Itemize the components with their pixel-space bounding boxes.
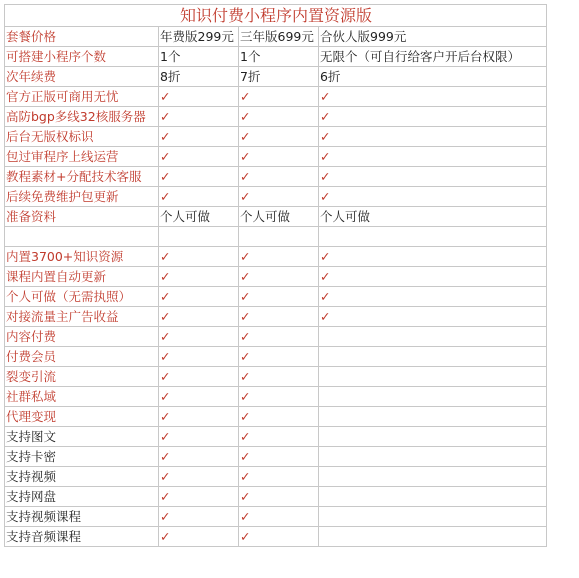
table-row <box>5 127 547 147</box>
pricing-table <box>4 4 547 547</box>
table-row <box>5 327 547 347</box>
table-row <box>5 407 547 427</box>
checkmark-icon: ✓ <box>239 87 319 107</box>
checkmark-icon: ✓ <box>159 87 239 107</box>
checkmark-icon: ✓ <box>319 127 547 147</box>
row-label: 支持图文 <box>5 427 159 447</box>
row-label: 官方正版可商用无忧 <box>5 87 159 107</box>
checkmark-icon: ✓ <box>159 187 239 207</box>
table-row <box>5 267 547 287</box>
checkmark-icon: ✓ <box>159 287 239 307</box>
table-cell: 1个 <box>159 47 239 67</box>
table-row <box>5 247 547 267</box>
row-label: 代理变现 <box>5 407 159 427</box>
table-cell <box>319 427 547 447</box>
checkmark-icon: ✓ <box>319 287 547 307</box>
table-cell <box>319 407 547 427</box>
checkmark-icon: ✓ <box>159 107 239 127</box>
checkmark-icon: ✓ <box>159 467 239 487</box>
checkmark-icon: ✓ <box>239 307 319 327</box>
checkmark-icon: ✓ <box>239 407 319 427</box>
checkmark-icon: ✓ <box>159 427 239 447</box>
checkmark-icon: ✓ <box>159 147 239 167</box>
row-label: 支持音频课程 <box>5 527 159 547</box>
row-label: 付费会员 <box>5 347 159 367</box>
row-label: 包过审程序上线运营 <box>5 147 159 167</box>
row-label: 教程素材+分配技术客服 <box>5 167 159 187</box>
table-cell: 7折 <box>239 67 319 87</box>
checkmark-icon: ✓ <box>159 267 239 287</box>
table-cell <box>319 447 547 467</box>
table-cell: 个人可做 <box>159 207 239 227</box>
checkmark-icon: ✓ <box>159 327 239 347</box>
row-label: 后续免费维护包更新 <box>5 187 159 207</box>
checkmark-icon: ✓ <box>239 287 319 307</box>
row-label: 课程内置自动更新 <box>5 267 159 287</box>
checkmark-icon: ✓ <box>239 507 319 527</box>
checkmark-icon: ✓ <box>319 267 547 287</box>
checkmark-icon: ✓ <box>319 247 547 267</box>
checkmark-icon: ✓ <box>319 187 547 207</box>
checkmark-icon: ✓ <box>159 367 239 387</box>
checkmark-icon: ✓ <box>159 527 239 547</box>
table-row <box>5 367 547 387</box>
table-row <box>5 147 547 167</box>
row-label: 可搭建小程序个数 <box>5 47 159 67</box>
pricing-table-body <box>5 5 547 547</box>
checkmark-icon: ✓ <box>319 107 547 127</box>
checkmark-icon: ✓ <box>319 87 547 107</box>
checkmark-icon: ✓ <box>319 307 547 327</box>
checkmark-icon: ✓ <box>159 407 239 427</box>
checkmark-icon: ✓ <box>159 127 239 147</box>
row-label: 个人可做（无需执照） <box>5 287 159 307</box>
table-cell <box>319 367 547 387</box>
row-label: 支持网盘 <box>5 487 159 507</box>
row-label: 支持卡密 <box>5 447 159 467</box>
table-row <box>5 287 547 307</box>
table-cell: 年费版299元 <box>159 27 239 47</box>
checkmark-icon: ✓ <box>239 467 319 487</box>
table-cell <box>319 527 547 547</box>
table-row <box>5 187 547 207</box>
row-label: 支持视频课程 <box>5 507 159 527</box>
table-row <box>5 427 547 447</box>
row-label: 次年续费 <box>5 67 159 87</box>
checkmark-icon: ✓ <box>239 167 319 187</box>
checkmark-icon: ✓ <box>239 347 319 367</box>
table-row <box>5 307 547 327</box>
checkmark-icon: ✓ <box>239 427 319 447</box>
row-label: 准备资料 <box>5 207 159 227</box>
checkmark-icon: ✓ <box>319 147 547 167</box>
table-row <box>5 527 547 547</box>
checkmark-icon: ✓ <box>239 327 319 347</box>
table-cell: 个人可做 <box>319 207 547 227</box>
table-row <box>5 387 547 407</box>
checkmark-icon: ✓ <box>239 187 319 207</box>
table-cell: 三年版699元 <box>239 27 319 47</box>
checkmark-icon: ✓ <box>239 267 319 287</box>
row-label: 对接流量主广告收益 <box>5 307 159 327</box>
table-row <box>5 87 547 107</box>
row-label: 后台无版权标识 <box>5 127 159 147</box>
checkmark-icon: ✓ <box>159 387 239 407</box>
table-cell: 1个 <box>239 47 319 67</box>
checkmark-icon: ✓ <box>239 387 319 407</box>
checkmark-icon: ✓ <box>159 487 239 507</box>
table-row <box>5 347 547 367</box>
title-row <box>5 5 547 27</box>
table-cell <box>239 227 319 247</box>
table-cell <box>319 467 547 487</box>
row-label: 高防bgp多线32核服务器 <box>5 107 159 127</box>
table-row <box>5 467 547 487</box>
table-row <box>5 227 547 247</box>
checkmark-icon: ✓ <box>239 247 319 267</box>
checkmark-icon: ✓ <box>239 527 319 547</box>
row-label: 套餐价格 <box>5 27 159 47</box>
table-cell <box>319 507 547 527</box>
table-cell: 个人可做 <box>239 207 319 227</box>
table-cell <box>159 227 239 247</box>
table-cell <box>319 327 547 347</box>
checkmark-icon: ✓ <box>239 107 319 127</box>
table-row <box>5 67 547 87</box>
table-row <box>5 507 547 527</box>
checkmark-icon: ✓ <box>159 307 239 327</box>
row-label: 支持视频 <box>5 467 159 487</box>
checkmark-icon: ✓ <box>239 147 319 167</box>
row-label <box>5 227 159 247</box>
table-row <box>5 27 547 47</box>
table-cell: 合伙人版999元 <box>319 27 547 47</box>
row-label: 社群私域 <box>5 387 159 407</box>
table-row <box>5 107 547 127</box>
checkmark-icon: ✓ <box>159 247 239 267</box>
row-label: 裂变引流 <box>5 367 159 387</box>
row-label: 内置3700+知识资源 <box>5 247 159 267</box>
table-title: 知识付费小程序内置资源版 <box>5 5 547 27</box>
table-row <box>5 167 547 187</box>
checkmark-icon: ✓ <box>239 487 319 507</box>
table-cell: 8折 <box>159 67 239 87</box>
row-label: 内容付费 <box>5 327 159 347</box>
table-cell: 无限个（可自行给客户开后台权限） <box>319 47 547 67</box>
table-row <box>5 487 547 507</box>
table-cell <box>319 227 547 247</box>
checkmark-icon: ✓ <box>159 167 239 187</box>
checkmark-icon: ✓ <box>159 447 239 467</box>
table-row <box>5 447 547 467</box>
checkmark-icon: ✓ <box>239 447 319 467</box>
checkmark-icon: ✓ <box>159 347 239 367</box>
checkmark-icon: ✓ <box>239 127 319 147</box>
table-cell <box>319 347 547 367</box>
table-cell <box>319 387 547 407</box>
table-cell <box>319 487 547 507</box>
checkmark-icon: ✓ <box>319 167 547 187</box>
table-cell: 6折 <box>319 67 547 87</box>
checkmark-icon: ✓ <box>159 507 239 527</box>
table-row <box>5 207 547 227</box>
table-row <box>5 47 547 67</box>
checkmark-icon: ✓ <box>239 367 319 387</box>
